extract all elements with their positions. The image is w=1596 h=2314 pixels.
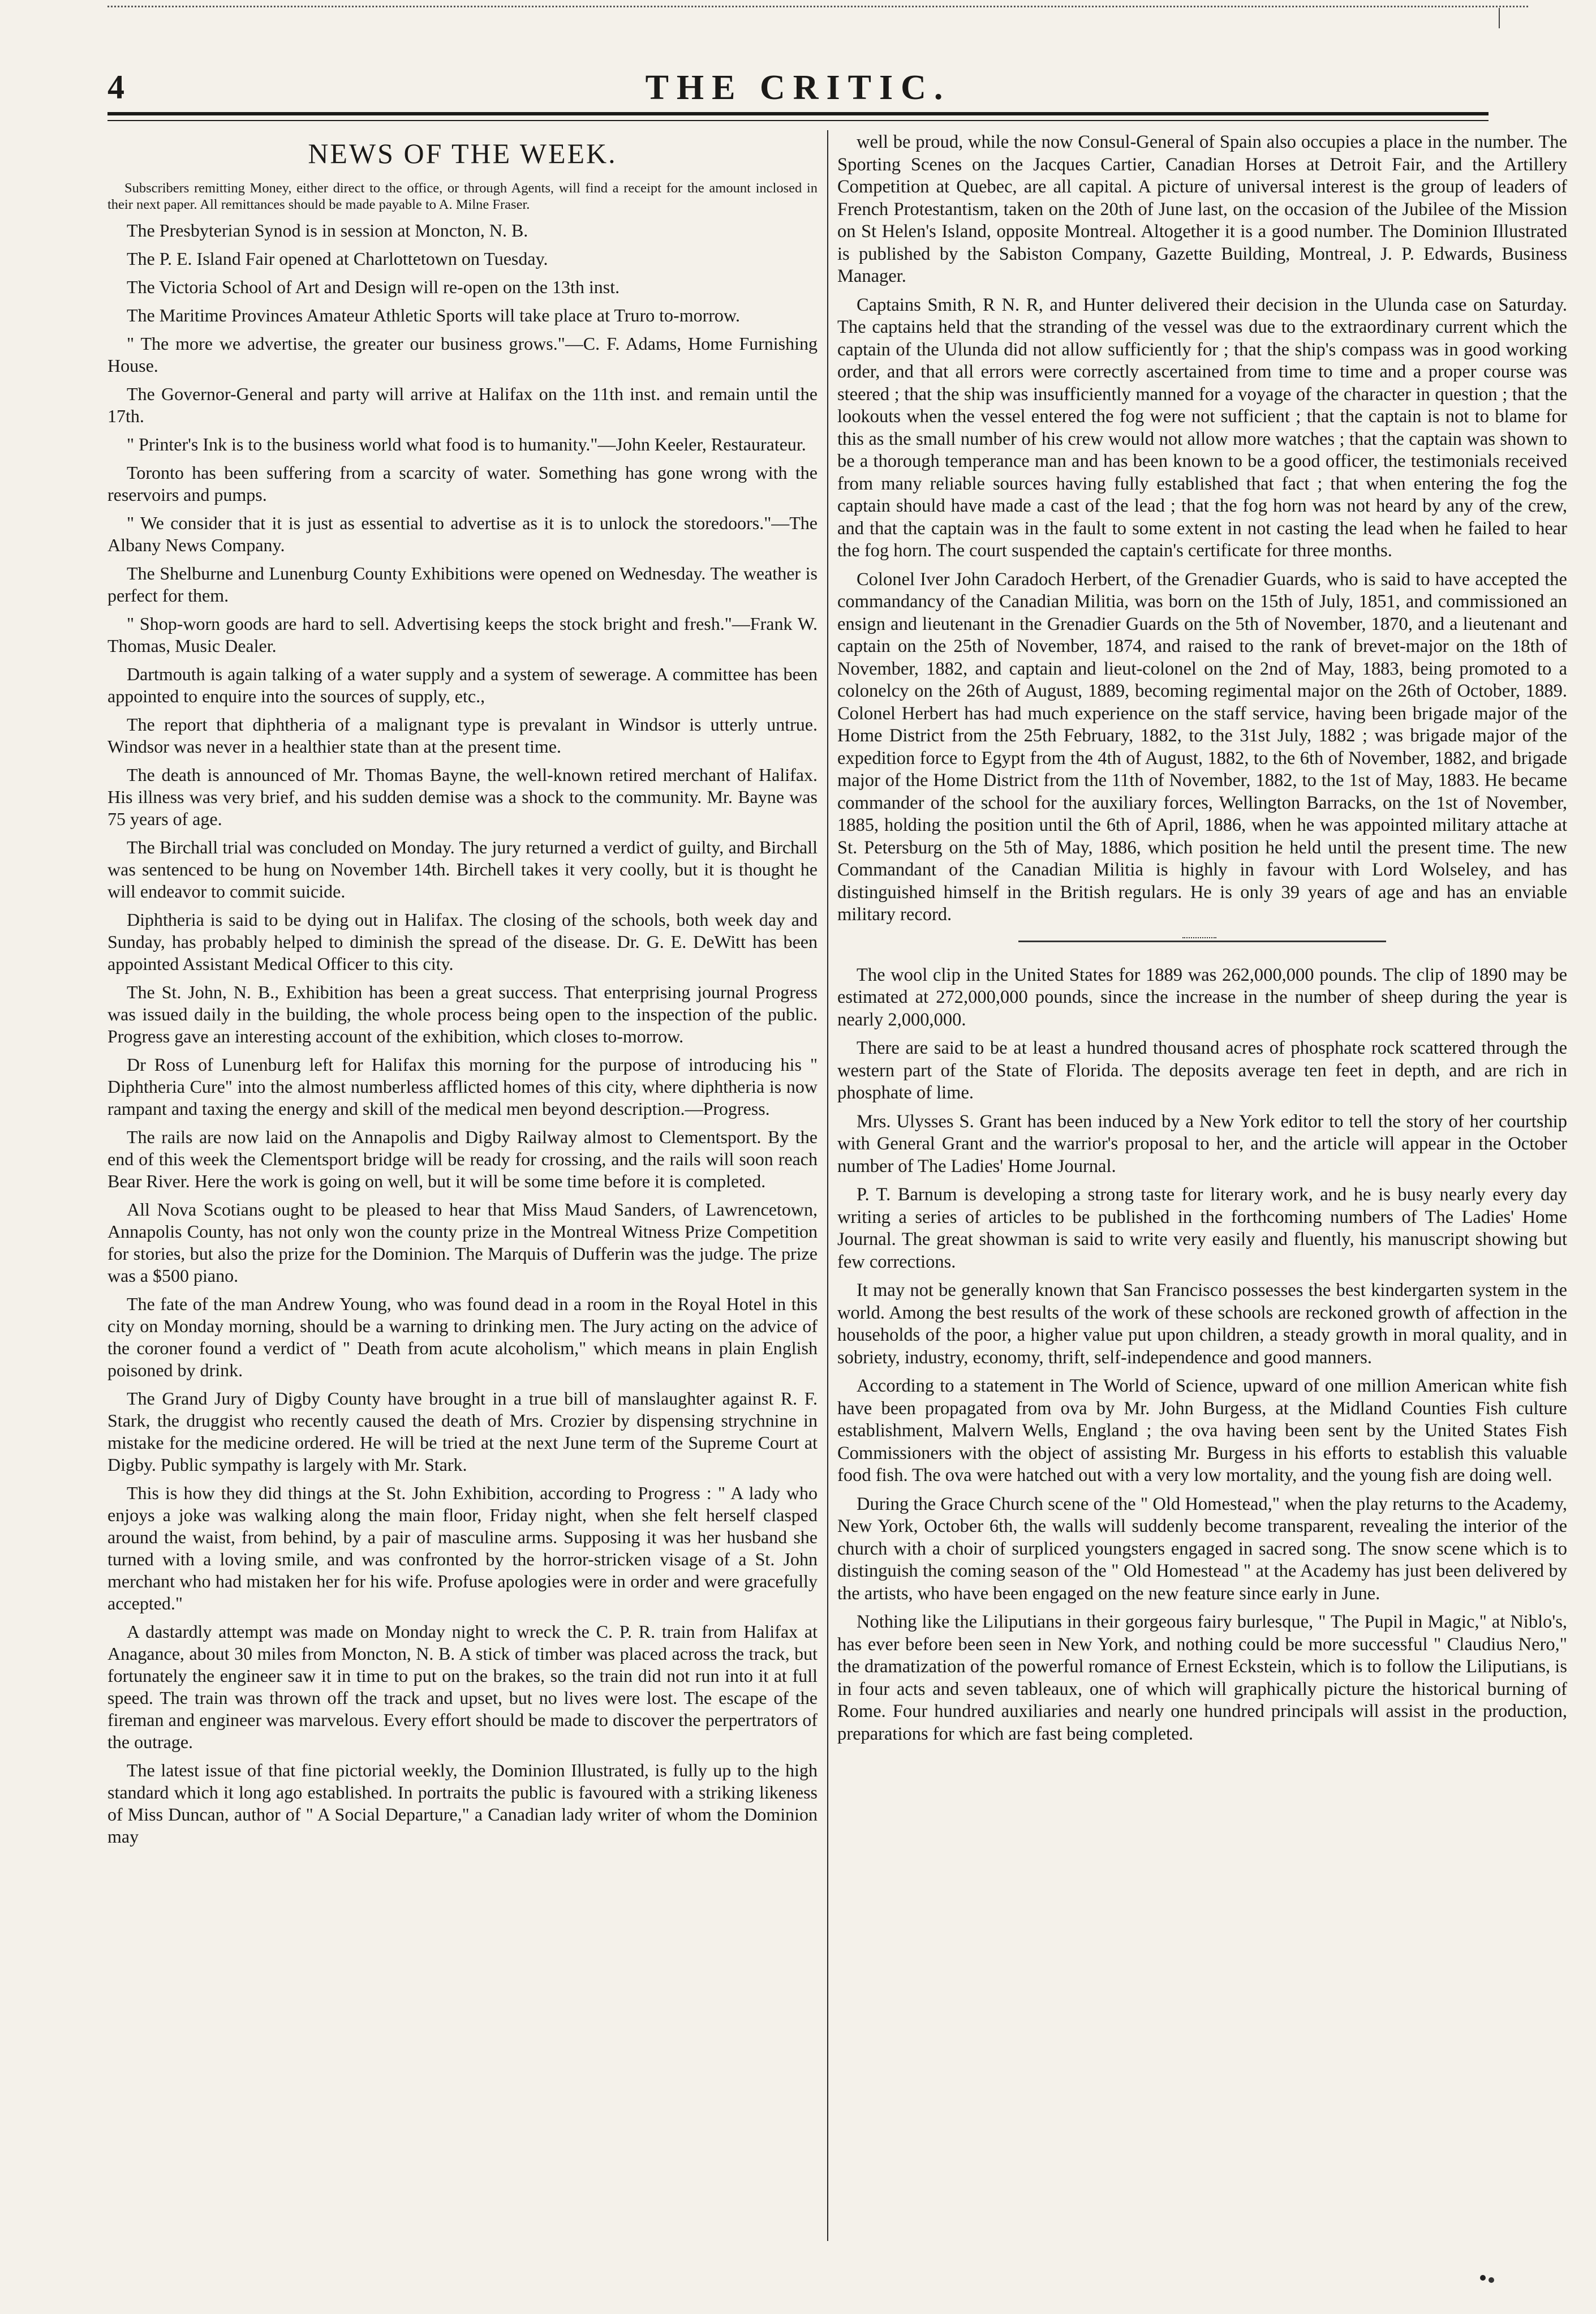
news-item: The Grand Jury of Digby County have brought in a true bill of manslaughter against R. F. Stark, the druggist who recently caused the death of Mrs. Crozier by dispensing strychnine in mistake for the medicine ordered. He will be tried at the next June term of the Supreme Court at Digby. Public sympathy is largely with Mr. Stark.: [107, 1388, 818, 1475]
news-item: P. T. Barnum is developing a strong taste for literary work, and he is busy nearly every day writing a series of articles to be published in the forthcoming numbers of The Ladies' Home Journal. The great showman is said to write very easily and fluently, his manuscript showing but few corrections.: [837, 1184, 1567, 1272]
masthead-rule-thin: [107, 120, 1489, 121]
news-item: Toronto has been suffering from a scarcity of water. Something has gone wrong with the reservoirs and pumps.: [107, 462, 818, 505]
news-item: The Presbyterian Synod is in session at Moncton, N. B.: [127, 220, 528, 241]
news-item: Colonel Iver John Caradoch Herbert, of the Grenadier Guards, who is said to have accepted the commandancy of the Canadian Militia, was born on the 15th of July, 1851, and commissioned an ensign and lieutenant in the Grenadier Guards on the 5th of November, 1870, and a lieutenant and captain on the 25th of November, 1874, and raised to the rank of brevet-major on the 18th of November, 1882, and captain and lieut-colonel on the 2nd of May, 1883, being promoted to a colonelcy on the 26th of August, 1889, becoming regimental major on the 26th of October, 1889. Colonel Herbert has had much experience on the staff service, having been brigade major of the Home District from the 25th February, 1882, to the 31st July, 1882 ; was brigade major of the expedition force to Egypt from the 4th of August, 1882, to the 6th of November, 1882, and brigade major of the Home District from the 11th of November, 1882, to the 1st of May, 1883. He became commander of the school for the auxiliary forces, Wellington Barracks, on the 1st of November, 1885, holding the position until the 6th of April, 1886, when he was appointed military attache at St. Petersburg on the 5th of May, 1886, which position he held until the present time. The new Commandant of the Canadian Militia is highly in favour with Lord Wolseley, and has distinguished himself in the British regulars. He is only 39 years of age and has an enviable military record.: [837, 569, 1567, 925]
masthead-rule-thick: [107, 112, 1489, 115]
news-item: The report that diphtheria of a malignant type is prevalant in Windsor is utterly untrue. Windsor was never in a healthier state than at the present time.: [107, 714, 818, 757]
news-item: The latest issue of that fine pictorial weekly, the Dominion Illustrated, is fully up to the high standard which it long ago established. In portraits the public is favoured with a striking likeness of Miss Duncan, author of " A Social Departure," a Canadian lady writer of whom the Dominion may: [107, 1760, 818, 1847]
right-column-items-top: [837, 131, 1567, 926]
news-item: " Printer's Ink is to the business world what food is to humanity."—John Keeler, Restaurateur.: [127, 434, 806, 454]
news-item: All Nova Scotians ought to be pleased to hear that Miss Maud Sanders, of Lawrencetown, Annapolis County, has not only won the county prize in the Montreal Witness Prize Competition for stories, but also the prize for the Dominion. The Marquis of Dufferin was the judge. The prize was a $500 piano.: [107, 1199, 818, 1286]
news-item: The Governor-General and party will arrive at Halifax on the 11th inst. and remain until the 17th.: [107, 384, 818, 426]
masthead: [107, 68, 1489, 113]
news-item: It may not be generally known that San Francisco possesses the best kindergarten system in the world. Among the best results of the work of these schools are reckoned growth of affection in the households of the poor, a higher value put upon children, a steady growth in moral quality, and in sobriety, industry, economy, thrift, self-independence and good manners.: [837, 1280, 1567, 1368]
news-item: Diphtheria is said to be dying out in Halifax. The closing of the schools, both week day and Sunday, has probably helped to diminish the spread of the disease. Dr. G. E. DeWitt has been appointed Assistant Medical Officer to this city.: [107, 909, 818, 974]
news-item: The Shelburne and Lunenburg County Exhibitions were opened on Wednesday. The weather is perfect for them.: [107, 563, 818, 606]
news-item: According to a statement in The World of Science, upward of one million American white fish have been propagated from ova by Mr. John Burgess, at the Midland Counties Fish culture establishment, Malvern Wells, England ; the ova having been sent by the United States Fish Commissioners with the object of assisting Mr. Burgess in his efforts to establish this valuable food fish. The ova were hatched out with a very low mortality, and the young fish are doing well.: [837, 1376, 1567, 1486]
news-item: The P. E. Island Fair opened at Charlottetown on Tuesday.: [127, 248, 548, 269]
news-item: The Victoria School of Art and Design will re-open on the 13th inst.: [127, 277, 620, 297]
ornament-dot: [1480, 2275, 1486, 2281]
news-item: well be proud, while the now Consul-General of Spain also occupies a place in the number. The Sporting Scenes on the Jacques Cartier, Canadian Horses at Detroit Fair, and the Artillery Competition at Quebec, are all capital. A picture of universal interest is the group of leaders of French Protestantism, taken on the 20th of June last, on the occasion of the Jubilee of the Mission on St Helen's Island, opposite Montreal. Altogether it is a good number. The Dominion Illustrated is published by the Sabiston Company, Gazette Building, Montreal, J. P. Edwards, Business Manager.: [837, 132, 1567, 286]
news-item: A dastardly attempt was made on Monday night to wreck the C. P. R. train from Halifax at Anagance, about 30 miles from Moncton, N. B. A stick of timber was placed across the track, but fortunately the engineer saw it in time to put on the brakes, so the train did not run into it at full speed. The train was thrown off the track and upset, but no lives were lost. The escape of the fireman and engineer was marvelous. Every effort should be made to discover the perpertrators of the outrage.: [107, 1621, 818, 1752]
section-break-rule: [837, 933, 1567, 950]
news-item: There are said to be at least a hundred thousand acres of phosphate rock scattered through the western part of the State of Florida. The deposits average ten feet in depth, and are rich in phosphate of lime.: [837, 1038, 1567, 1103]
news-item: " We consider that it is just as essential to advertise as it is to unlock the storedoors."—The Albany News Company.: [107, 513, 818, 555]
column-divider: [827, 130, 828, 2241]
page-corner-mark: [1489, 2277, 1494, 2283]
news-item: The wool clip in the United States for 1889 was 262,000,000 pounds. The clip of 1890 may be estimated at 272,000,000 pounds, since the increase in the number of sheep during the year is nearly 2,000,000.: [837, 964, 1567, 1030]
news-item: The rails are now laid on the Annapolis and Digby Railway almost to Clementsport. By the end of this week the Clementsport bridge will be ready for crossing, and the rails will soon reach Bear River. Here the work is going on well, but it will be some time before it is completed.: [107, 1127, 818, 1191]
news-item: The death is announced of Mr. Thomas Bayne, the well-known retired merchant of Halifax. His illness was very brief, and his sudden demise was a shock to the community. Mr. Bayne was 75 years of age.: [107, 765, 818, 829]
news-item: Dartmouth is again talking of a water supply and a system of sewerage. A committee has been appointed to enquire into the sources of supply, etc.,: [107, 664, 818, 706]
left-column: [107, 131, 818, 1854]
news-item: " The more we advertise, the greater our business grows."—C. F. Adams, Home Furnishing House.: [107, 333, 818, 376]
right-column-items-bottom: [837, 964, 1567, 1746]
column-heading: NEWS OF THE WEEK.: [308, 138, 617, 169]
page-number: 4: [107, 68, 124, 106]
subscription-note: Subscribers remitting Money, either direct to the office, or through Agents, will find a receipt for the amount inclosed in their next paper. All remittances should be made payable to A. Milne Fraser.: [107, 181, 818, 212]
news-item: The Birchall trial was concluded on Monday. The jury returned a verdict of guilty, and Birchall was sentenced to be hung on November 14th. Birchell takes it very coolly, but it is thought he will endeavor to commit suicide.: [107, 837, 818, 901]
paper-title: THE CRITIC.: [645, 68, 951, 107]
news-item: This is how they did things at the St. John Exhibition, according to Progress : " A lady who enjoys a joke was walking along the main floor, Friday night, when she felt herself clasped around the waist, from behind, by a pair of masculine arms. Supposing it was her husband she turned with a loving smile, and was confronted by the horror-stricken visage of a St. John merchant who had mistaken her for his wife. Profuse apologies were in order and were gracefully accepted.": [107, 1483, 818, 1613]
news-item: The St. John, N. B., Exhibition has been a great success. That enterprising journal Progress was issued daily in the building, the whole process being open to the inspection of the public. Progress gave an interesting account of the exhibition, which closes to-morrow.: [107, 982, 818, 1046]
news-item: During the Grace Church scene of the " Old Homestead," when the play returns to the Academy, New York, October 6th, the walls will suddenly become transparent, revealing the interior of the church with a choir of surpliced youngsters engaged in sacred song. The snow scene which is to distinguish the coming season of the " Old Homestead " at the Academy has just been delivered by the artists, who have been engaged on the new feature since early in June.: [837, 1493, 1567, 1604]
news-item: The fate of the man Andrew Young, who was found dead in a room in the Royal Hotel in this city on Monday morning, should be a warning to drinking men. The Jury acting on the advice of the coroner found a verdict of " Death from acute alcoholism," which means in plain English poisoned by drink.: [107, 1294, 818, 1380]
news-item: " Shop-worn goods are hard to sell. Advertising keeps the stock bright and fresh."—Frank W. Thomas, Music Dealer.: [107, 613, 818, 656]
news-item: The Maritime Provinces Amateur Athletic Sports will take place at Truro to-morrow.: [127, 305, 740, 325]
page-edge-mark: [1499, 8, 1500, 28]
news-item: Captains Smith, R N. R, and Hunter delivered their decision in the Ulunda case on Saturday. The captains held that the stranding of the vessel was due to the extraordinary current which the captain of the Ulunda did not allow sufficiently for ; that the ship's compass was in good working order, and that all errors were correctly ascertained from time to time and a proper course was steered ; that the ship was insufficiently manned for a voyage of the character in question ; that the lookouts when the vessel entered the fog were not sufficient ; that the captain is not to blame for this as the small number of his crew would not allow more watches ; that the captain was shown to be a thorough temperance man and has been known to be a good officer, the testimonials received from many reliable sources having fully established that fact ; that when entering the fog the captain should have made a cast of the lead ; that the fog horn was not heard by any of the crew, and that the captain was in the fault to some extent in not casting the lead when he failed to hear the fog horn. The court suspended the captain's certificate for three months.: [837, 294, 1567, 561]
right-column: [837, 131, 1567, 1751]
page-edge-dotted-line: [107, 6, 1528, 7]
left-column-items: [107, 220, 818, 1848]
news-item: Mrs. Ulysses S. Grant has been induced by a New York editor to tell the story of her courtship with General Grant and the warrior's proposal to her, and the article will appear in the October number of The Ladies' Home Journal.: [837, 1111, 1567, 1177]
news-item: Dr Ross of Lunenburg left for Halifax this morning for the purpose of introducing his " Diphtheria Cure" into the almost numberless afflicted homes of this city, where diphtheria is now rampant and taxing the energy and skill of the medical men beyond description.—Progress.: [107, 1054, 818, 1119]
news-item: Nothing like the Liliputians in their gorgeous fairy burlesque, " The Pupil in Magic," at Niblo's, has ever before been seen in New York, and nothing could be more successful " Claudius Nero," the dramatization of the powerful romance of Ernest Eckstein, which is to follow the Liliputians, is in four acts and seven tableaux, one of which will graphically picture the historical burning of Rome. Four hundred auxiliaries and nearly one hundred principals will assist in the production, preparations for which are fast being completed.: [837, 1612, 1567, 1744]
